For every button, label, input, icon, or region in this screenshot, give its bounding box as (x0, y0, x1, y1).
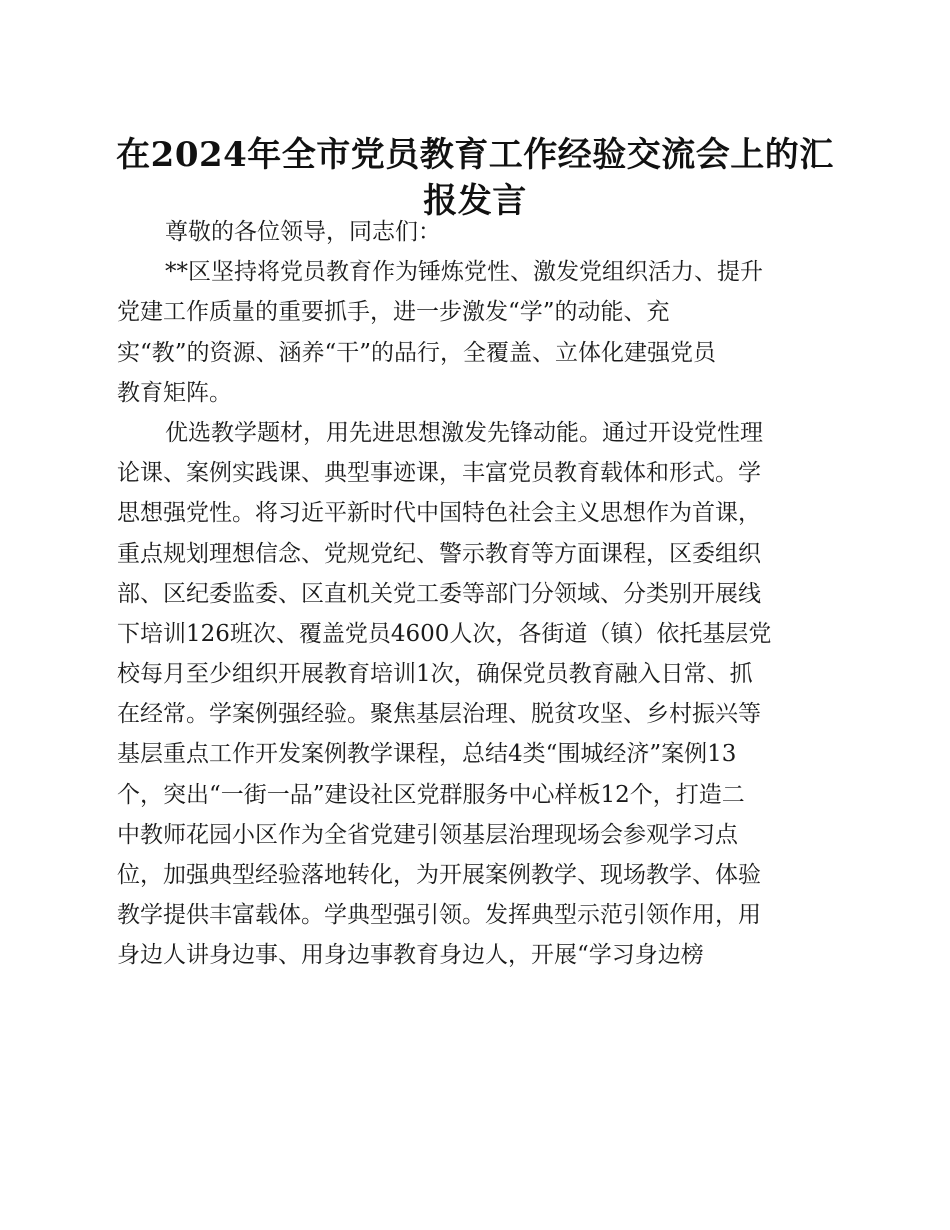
paragraph-2-line: 教学提供丰富载体。学典型强引领。发挥典型示范引领作用，用 (117, 902, 761, 929)
paragraph-1-line: 党建工作质量的重要抓手，进一步激发“学”的动能、充 (117, 299, 670, 326)
paragraph-1 (117, 252, 829, 413)
title-line-2: 报发言 (423, 181, 527, 221)
paragraph-2-line: 优选教学题材，用先进思想激发先锋动能。通过开设党性理 (165, 419, 763, 446)
paragraph-2-line: 中教师花园小区作为全省党建引领基层治理现场会参观学习点 (117, 821, 738, 848)
paragraph-2-line: 论课、案例实践课、典型事迹课，丰富党员教育载体和形式。学 (117, 460, 761, 487)
paragraph-2-line: 思想强党性。将习近平新时代中国特色社会主义思想作为首课， (117, 500, 761, 527)
paragraph-2-line: 个，突出“一街一品”建设社区党群服务中心样板12个，打造二 (117, 781, 745, 808)
paragraph-2-line: 位，加强典型经验落地转化，为开展案例教学、现场教学、体验 (117, 862, 761, 888)
title-line-1: 在2024年全市党员教育工作经验交流会上的汇 (116, 135, 834, 175)
paragraph-2-line: 在经常。学案例强经验。聚焦基层治理、脱贫攻坚、乡村振兴等 (117, 701, 761, 728)
paragraph-1-line: 教育矩阵。 (117, 379, 232, 406)
document-title (110, 132, 840, 224)
document-body (117, 212, 829, 976)
paragraph-2-line: 下培训126班次、覆盖党员4600人次，各街道（镇）依托基层党 (117, 620, 772, 647)
salutation: 尊敬的各位领导，同志们： (165, 219, 441, 245)
paragraph-2 (117, 413, 829, 976)
paragraph-2-line: 校每月至少组织开展教育培训1次，确保党员教育融入日常、抓 (117, 661, 753, 688)
paragraph-2-line: 身边人讲身边事、用身边事教育身边人，开展“学习身边榜 (117, 942, 704, 969)
paragraph-1-line: **区坚持将党员教育作为锤炼党性、激发党组织活力、提升 (165, 259, 763, 286)
paragraph-1-line: 实“教”的资源、涵养“干”的品行，全覆盖、立体化建强党员 (117, 339, 717, 366)
paragraph-2-line: 重点规划理想信念、党规党纪、警示教育等方面课程，区委组织 (117, 540, 761, 567)
paragraph-2-line: 部、区纪委监委、区直机关党工委等部门分领域、分类别开展线 (117, 580, 761, 607)
paragraph-2-line: 基层重点工作开发案例教学课程，总结4类“围城经济”案例13 (117, 741, 737, 768)
